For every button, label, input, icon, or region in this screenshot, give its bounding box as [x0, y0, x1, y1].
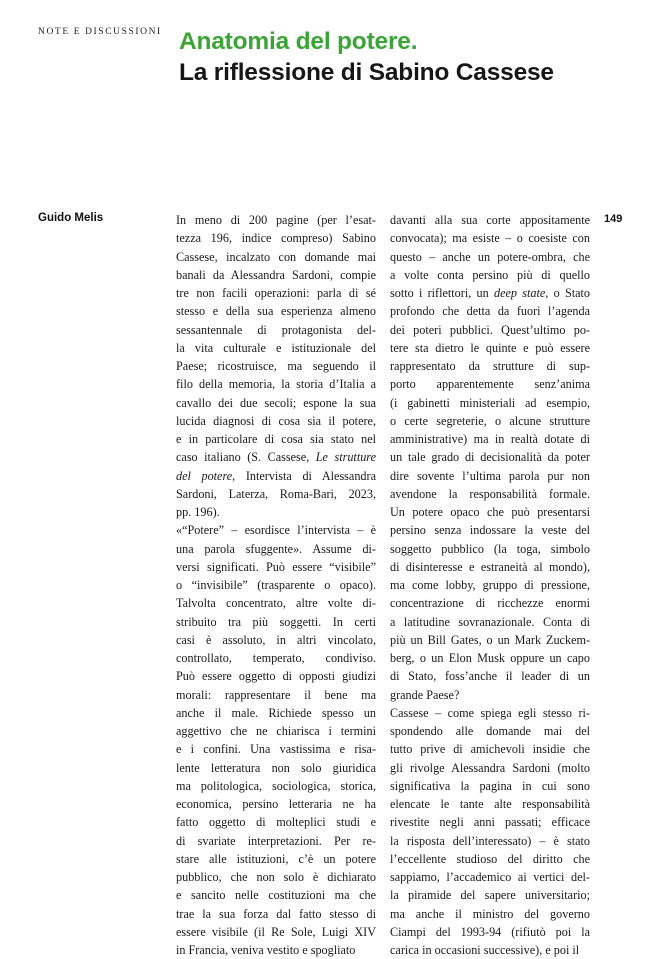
article-title-line-2: La riflessione di Sabino Cassese	[179, 59, 554, 86]
text-line: tezza 196, indice compreso) Sabino	[176, 231, 376, 246]
text-line: Paese; ricostruisce, ma seguendo il	[176, 359, 376, 373]
text-line: avendone la responsabilità formale.	[390, 486, 590, 501]
text-line: Ciampi del 1993-94 (rifiutò poi la	[390, 924, 590, 939]
text-line: questo – anche un potere-ombra, che	[390, 249, 590, 264]
text-line: sotto i riflettori, un deep state, o Stato	[390, 286, 590, 300]
text-line: caso italiano (S. Cassese, Le strutture	[176, 450, 376, 465]
text-line: e sancito nelle costituzioni ma che	[176, 888, 376, 903]
text-line: lucida diagnosi di cosa sia il potere,	[176, 413, 376, 428]
text-line: stesso e della sua esperienza almeno	[176, 304, 376, 319]
text-line: elencate le tante alte responsabilità	[390, 797, 590, 811]
text-line: trae la sua forza dal fatto stesso di	[176, 906, 376, 921]
text-line: pp. 196).	[176, 505, 220, 519]
text-line: del potere, Intervista di Alessandra	[176, 468, 376, 483]
text-line: lente letteratura non solo giuridica	[176, 760, 376, 775]
text-line: (i gabinetti ministeriali ad esempio,	[390, 395, 590, 410]
text-line: Cassese – come spiega egli stesso ri-	[390, 705, 590, 720]
text-line: o certe segreterie, o alcune strutture	[390, 413, 590, 428]
text-line: berg, o un Elon Musk oppure un capo	[390, 651, 590, 665]
text-line: a latitudine sovranazionale. Conta di	[390, 614, 590, 629]
text-line: la risposta dell’interessato) – è stato	[390, 833, 590, 848]
section-label: NOTE E DISCUSSIONI	[38, 27, 162, 37]
text-line: ma come lobby, gruppo di pressione,	[390, 578, 590, 592]
text-line: Cassese, incalzato con domande mai	[176, 249, 376, 264]
text-line: ma anche il ministro del governo	[390, 906, 590, 921]
text-line: morali: rappresentare il bene ma	[176, 687, 376, 702]
text-line: pubblico, che non solo è dichiarato	[176, 870, 376, 884]
text-column-right	[390, 211, 590, 959]
text-line: persino senza indossare la veste del	[390, 523, 590, 538]
text-line: concentrazione di ricchezze enormi	[390, 596, 590, 611]
article-title-line-1: Anatomia del potere.	[179, 28, 418, 55]
text-line: la vita culturale e istituzionale del	[176, 340, 376, 355]
text-line: In meno di 200 pagine (per l’esat-	[176, 213, 376, 227]
text-line: rappresentato da strutture di sup-	[390, 359, 590, 373]
text-line: cavallo dei due secoli; espone la sua	[176, 395, 376, 410]
author-name: Guido Melis	[38, 212, 104, 224]
text-line: spondendo alle domande mai del	[390, 724, 590, 738]
text-line: e i confini. Una vastissima e risa-	[176, 742, 376, 757]
text-line: più un Bill Gates, o un Mark Zuckem-	[390, 632, 590, 647]
text-line: anche il male. Richiede spesso un	[176, 705, 376, 720]
text-line: tre non facili operazioni: parla di sé	[176, 286, 376, 300]
text-line: banali da Alessandra Sardoni, compie	[176, 267, 376, 282]
text-line: la piramide del sapere universitario;	[390, 888, 590, 903]
text-line: tere sta dietro le quinte e può essere	[390, 340, 590, 355]
text-line: soggetto pubblico (la toga, simbolo	[390, 541, 590, 556]
article-title	[179, 26, 619, 88]
text-line: l’eccellente studioso del diritto che	[390, 851, 590, 866]
text-line: dire sovente l’ultima parola pur non	[390, 468, 590, 483]
text-line: significativa la pagina in cui sono	[390, 778, 590, 793]
text-line: ma politologica, sociologica, storica,	[176, 778, 376, 793]
text-line: stribuito tra più soggetti. In certi	[176, 614, 376, 629]
text-line: di svariate interpretazioni. Per re-	[176, 833, 376, 848]
text-line: e in particolare di cosa sia stato nel	[176, 432, 376, 446]
text-line: una parola sfuggente». Assume di-	[176, 541, 376, 556]
text-line: carica in occasioni successive), e poi il	[390, 943, 580, 957]
text-line: Talvolta concentrato, altre volte di-	[176, 596, 376, 611]
text-line: «“Potere” – esordisce l’intervista – è	[176, 523, 376, 538]
page-number: 149	[604, 213, 623, 225]
text-line: in Francia, veniva vestito e spogliato	[176, 943, 356, 957]
text-line: Un potere opaco che può presentarsi	[390, 505, 590, 519]
text-line: essere visibile (il Re Sole, Luigi XIV	[176, 924, 376, 939]
text-line: aggettivo che ne chiarisca i termini	[176, 724, 376, 738]
text-column-left	[176, 211, 376, 959]
text-line: casi è assoluto, in altri vincolato,	[176, 632, 376, 647]
text-line: dei poteri pubblici. Quest’ultimo po-	[390, 322, 590, 337]
text-line: sappiamo, l’accademico ai vertici del-	[390, 870, 590, 884]
text-line: versi significati. Può essere “visibile”	[176, 559, 376, 574]
text-line: filo della memoria, la storia d’Italia a	[176, 377, 376, 392]
text-line: un tale grado di decisionalità da poter	[390, 450, 590, 465]
text-line: di disinteresse e estraneità al mondo),	[390, 559, 590, 574]
text-line: sessantennale di protagonista del-	[176, 322, 376, 337]
text-line: controllato, temperato, condiviso.	[176, 651, 376, 665]
text-line: profondo che detta da fuori l’agenda	[390, 304, 590, 319]
text-line: a volte conta persino più di quello	[390, 267, 590, 282]
text-line: rivestite negli anni passati; efficace	[390, 815, 590, 830]
text-line: amministrative) ma in realtà dotate di	[390, 432, 590, 446]
text-line: stare alle istituzioni, c’è un potere	[176, 851, 376, 866]
text-line: davanti alla sua corte appositamente	[390, 213, 590, 227]
text-line: fatto oggetto di molteplici studi e	[176, 815, 376, 830]
text-line: grande Paese?	[390, 687, 460, 702]
text-line: tutto prive di amichevoli insidie che	[390, 742, 590, 757]
text-line: economica, persino letteraria ne ha	[176, 797, 376, 811]
text-line: o “invisibile” (trasparente o opaco).	[176, 578, 376, 592]
text-line: di Stato, foss’anche il leader di un	[390, 669, 590, 684]
text-line: porto apparentemente senz’anima	[390, 377, 590, 392]
text-line: Sardoni, Laterza, Roma-Bari, 2023,	[176, 486, 376, 501]
text-line: Può essere oggetto di opposti giudizi	[176, 669, 376, 684]
text-line: convocata); ma esiste – o coesiste con	[390, 231, 590, 246]
text-line: gli rivolge Alessandra Sardoni (molto	[390, 760, 590, 775]
